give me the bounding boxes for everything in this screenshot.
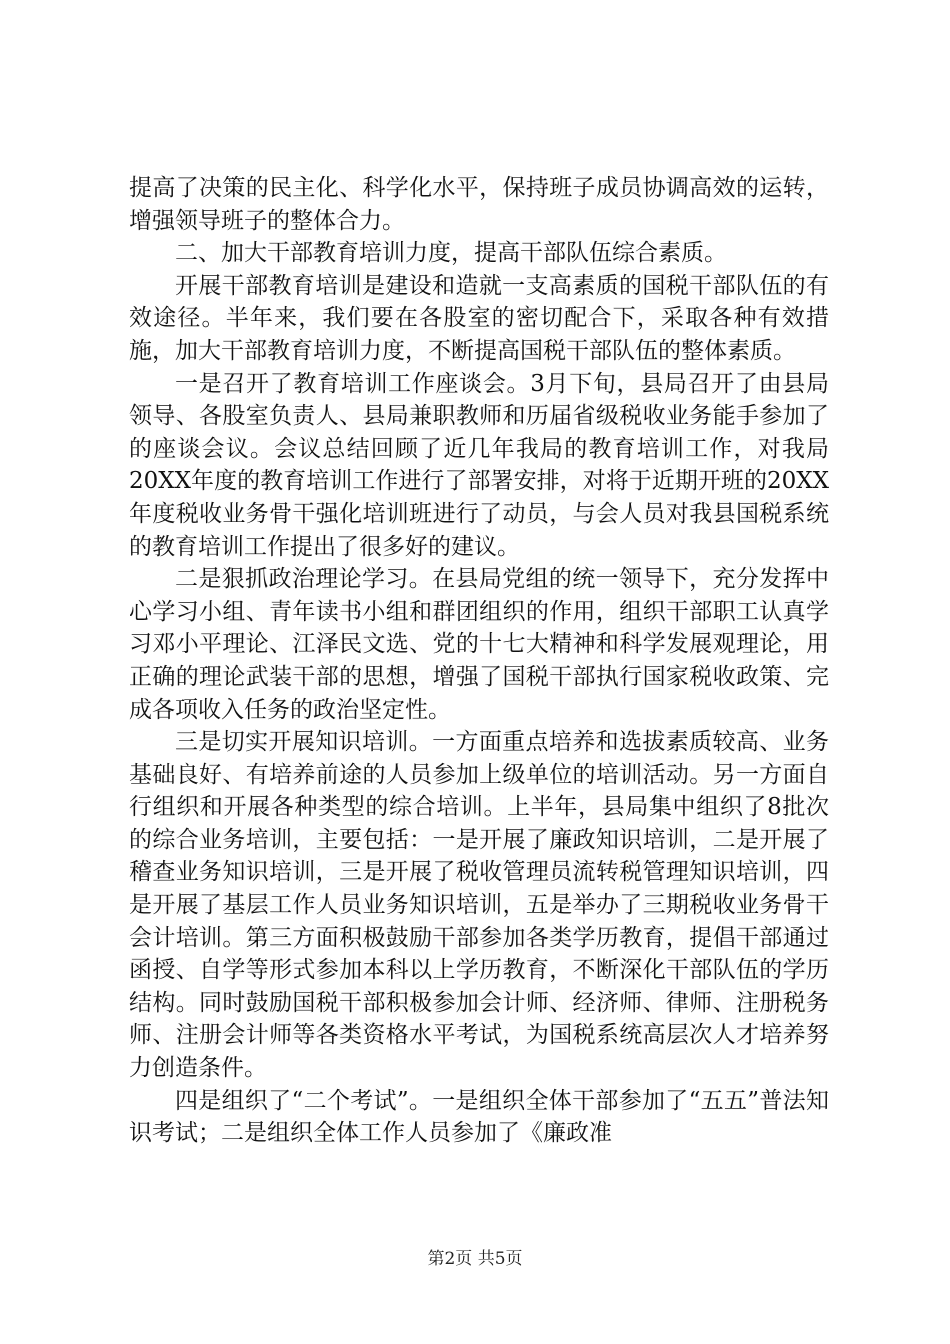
paragraph-item-3: 三是切实开展知识培训。一方面重点培养和选拔素质较高、业务基础良好、有培养前途的人员参加上级单位的培训活动。另一方面自行组织和开展各种类型的综合培训。上半年，县局集中组织了8批次的综合业务培训，主要包括：一是开展了廉政知识培训，二是开展了稽查业务知识培训，三是开展了税收管理员流转税管理知识培训，四是开展了基层工作人员业务知识培训，五是举办了三期税收业务骨干会计培训。第三方面积极鼓励干部参加各类学历教育，提倡干部通过函授、自学等形式参加本科以上学历教育，不断深化干部队伍的学历结构。同时鼓励国税干部积极参加会计师、经济师、律师、注册税务师、注册会计师等各类资格水平考试，为国税系统高层次人才培养努力创造条件。 <box>129 729 829 1082</box>
paragraph-item-2: 二是狠抓政治理论学习。在县局党组的统一领导下，充分发挥中心学习小组、青年读书小组和群团组织的作用，组织干部职工认真学习邓小平理论、江泽民文选、党的十七大精神和科学发展观理论，用正确的理论武装干部的思想，增强了国税干部执行国家税收政策、完成各项收入任务的政治坚定性。 <box>129 566 829 723</box>
document-body <box>129 172 829 1150</box>
paragraph-item-4: 四是组织了“二个考试”。一是组织全体干部参加了“五五”普法知识考试；二是组织全体工作人员参加了《廉政准 <box>129 1087 829 1147</box>
section-heading: 二、加大干部教育培训力度，提高干部队伍综合素质。 <box>175 240 727 267</box>
paragraph-intro: 开展干部教育培训是建设和造就一支高素质的国税干部队伍的有效途径。半年来，我们要在各股室的密切配合下，采取各种有效措施，加大干部教育培训力度，不断提高国税干部队伍的整体素质。 <box>129 272 829 364</box>
page-number-footer: 第2页 共5页 <box>427 1249 523 1269</box>
paragraph-continuation: 提高了决策的民主化、科学化水平，保持班子成员协调高效的运转，增强领导班子的整体合力。 <box>129 175 829 234</box>
paragraph-item-1: 一是召开了教育培训工作座谈会。3月下旬，县局召开了由县局领导、各股室负责人、县局兼职教师和历届省级税收业务能手参加了的座谈会议。会议总结回顾了近几年我局的教育培训工作，对我局20XX年度的教育培训工作进行了部署安排，对将于近期开班的20XX年度税收业务骨干强化培训班进行了动员，与会人员对我县国税系统的教育培训工作提出了很多好的建议。 <box>129 370 829 560</box>
